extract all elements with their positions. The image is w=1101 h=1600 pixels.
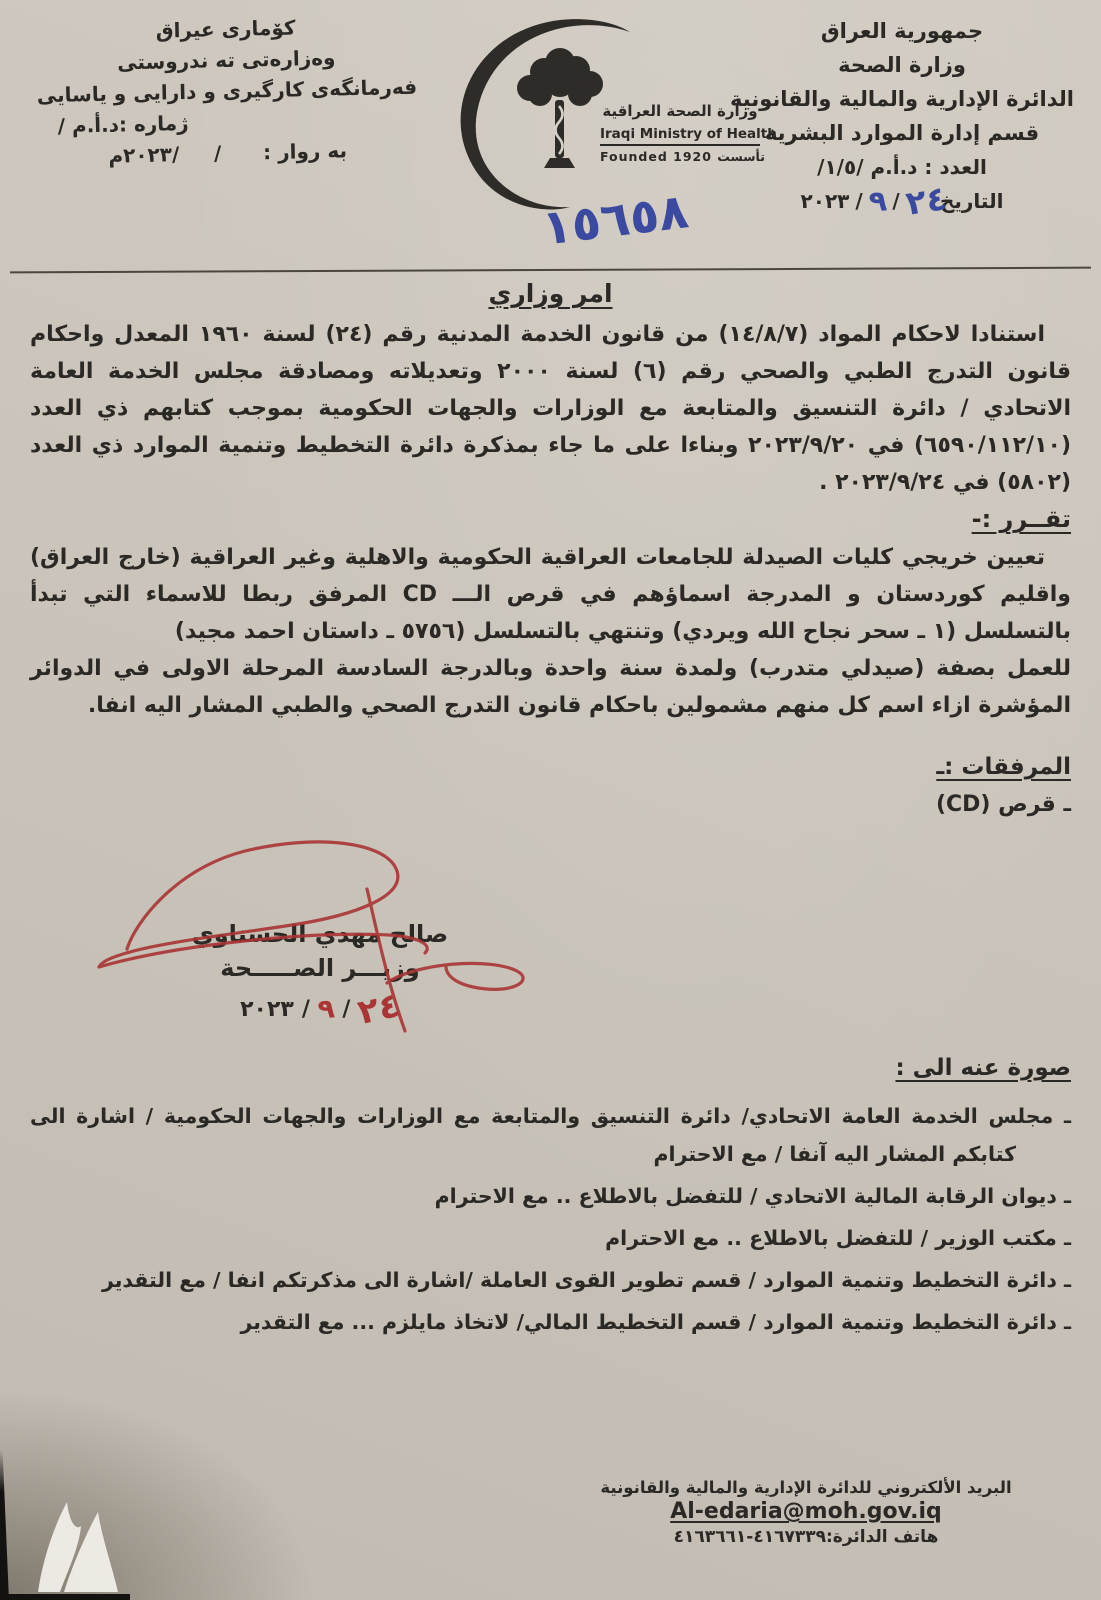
logo-title-arabic: وزارة الصحة العراقية xyxy=(602,102,758,120)
letterhead-department-ku: فەرمانگەى كارگيرى و دارايى و ياسايى xyxy=(36,74,418,108)
phone-line: هاتف الدائرة:٤١٦٧٣٣٩-٤١٦٣٦٦١ xyxy=(673,1527,939,1547)
document-date-line-ku: به روار : / /٢٠٢٣م xyxy=(108,138,348,168)
date-label: التاريخ xyxy=(939,189,1004,213)
cc-label: صورة عنه الى : xyxy=(895,1055,1071,1081)
email-address: Al-edaria@moh.gov.iq xyxy=(670,1499,942,1524)
cc-item: ـ مجلس الخدمة العامة الاتحادي/ دائرة التنسيق والمتابعة مع الوزارات والجهات الحكومية / اشارة الى كتابكم المشار اليه آنفا / مع الاحترام xyxy=(30,1104,1071,1166)
email-label: البريد الألكتروني للدائرة الإدارية والمالية والقانونية xyxy=(600,1478,1012,1497)
handwritten-month: ٩ xyxy=(867,183,888,219)
attachments-section xyxy=(30,754,1071,817)
header-divider xyxy=(10,267,1091,274)
letterhead-country: جمهورية العراق xyxy=(820,19,984,43)
minister-signature-block xyxy=(85,855,555,1033)
date-separator: / xyxy=(342,996,351,1022)
decision-label: تقــرر :- xyxy=(971,505,1071,533)
letter-body xyxy=(30,279,1071,1345)
signature-date-year: ٢٠٢٣ xyxy=(240,996,294,1022)
letterhead-section: قسم إدارة الموارد البشرية xyxy=(764,121,1040,145)
attachment-item: ـ قرص (CD) xyxy=(935,792,1071,817)
cc-item: ـ ديوان الرقابة المالية الاتحادي / للتفضل بالاطلاع .. مع الاحترام xyxy=(434,1184,1071,1208)
date-separator: / xyxy=(892,189,900,213)
kurdish-letterhead xyxy=(10,9,443,174)
letterhead-ministry-ku: وەزارەتى تە ندروستى xyxy=(116,45,336,75)
date-separator: / xyxy=(855,189,863,213)
date-year: ٢٠٢٣ xyxy=(800,189,850,213)
preamble-paragraph: استنادا لاحكام المواد (١٤/٨/٧) من قانون الخدمة المدنية رقم (٢٤) لسنة ١٩٦٠ المعدل واحكام قانون التدرج الطبي والصحي رقم (٦) لسنة ٢٠٠٠ وتعديلاته ومصادقة مجلس الخدمة العامة الاتحادي / دائرة التنسيق والمتابعة مع الوزارات والجهات الحكومية بموجب كتابهم ذي العدد (٦٥٩٠/١١٢/١٠) في ٢٠٢٣/٩/٢٠ وبناءا على ما جاء بمذكرة دائرة التخطيط وتنمية الموارد ذي العدد (٥٨٠٢) في ٢٠٢٣/٩/٢٤ . xyxy=(30,322,1072,495)
cc-item: ـ دائرة التخطيط وتنمية الموارد / قسم تطوير القوى العاملة /اشارة الى مذكرتكم انفا / مع التقدير xyxy=(101,1268,1071,1292)
logo-founded: Founded 1920 تأسست xyxy=(600,149,765,164)
minister-name: صالح مهدي الحسناوي xyxy=(191,920,449,948)
letter-title: امر وزاري xyxy=(488,279,613,308)
cc-list xyxy=(30,1097,1071,1341)
flame-watermark-logo xyxy=(10,1488,130,1598)
attachments-label: المرفقات :ـ xyxy=(936,754,1071,780)
handwritten-day: ٢٤ xyxy=(902,178,949,223)
arabic-letterhead xyxy=(711,14,1093,223)
letter-footer xyxy=(566,1478,1046,1547)
ministry-of-health-logo xyxy=(452,10,777,210)
document-date-line xyxy=(711,178,1093,223)
handwritten-day-red: ٢٤ xyxy=(354,985,404,1033)
document-number-line-ku: ژماره :د.أ.م / xyxy=(57,110,189,138)
decision-paragraph-1: تعيين خريجي كليات الصيدلة للجامعات العراقية الحكومية والاهلية وغير العراقية (خارج العراق) واقليم كوردستان و المدرجة اسماؤهم في قرص الـــ CD المرفق ربطا للاسماء التي تبدأ بالتسلسل (١ ـ سحر نجاح الله ويردي) وتنتهي بالتسلسل (٥٧٥٦ ـ داستان احمد مجيد) xyxy=(30,545,1071,644)
date-separator: / xyxy=(301,996,310,1022)
minister-title: وزيـــر الصـــــحة xyxy=(220,954,420,982)
logo-text xyxy=(600,102,777,164)
cc-item: ـ دائرة التخطيط وتنمية الموارد / قسم التخطيط المالي/ لاتخاذ مايلزم ... مع التقدير xyxy=(240,1310,1071,1334)
cc-item: ـ مكتب الوزير / للتفضل بالاطلاع .. مع الاحترام xyxy=(605,1226,1071,1250)
document-number-line: العدد : د.أ.م /١/٥/ xyxy=(817,155,987,179)
letterhead-department: الدائرة الإدارية والمالية والقانونية xyxy=(730,87,1074,111)
letterhead-ministry: وزارة الصحة xyxy=(838,53,966,77)
decision-paragraph-2: للعمل بصفة (صيدلي متدرب) ولمدة سنة واحدة وبالدرجة السادسة المرحلة الاولى في الدوائر المؤشرة ازاء اسم كل منهم مشمولين باحكام قانون التدرج الصحي والطبي المشار اليه انفا. xyxy=(30,656,1071,718)
handwritten-month-red: ٩ xyxy=(316,992,336,1026)
letterhead-country-ku: كۆمارى عيراق xyxy=(155,15,296,43)
signature-date xyxy=(85,985,555,1033)
handwritten-registry-number: ١٥٦٥٨ xyxy=(539,183,692,257)
logo-title-english: Iraqi Ministry of Health xyxy=(600,126,760,146)
